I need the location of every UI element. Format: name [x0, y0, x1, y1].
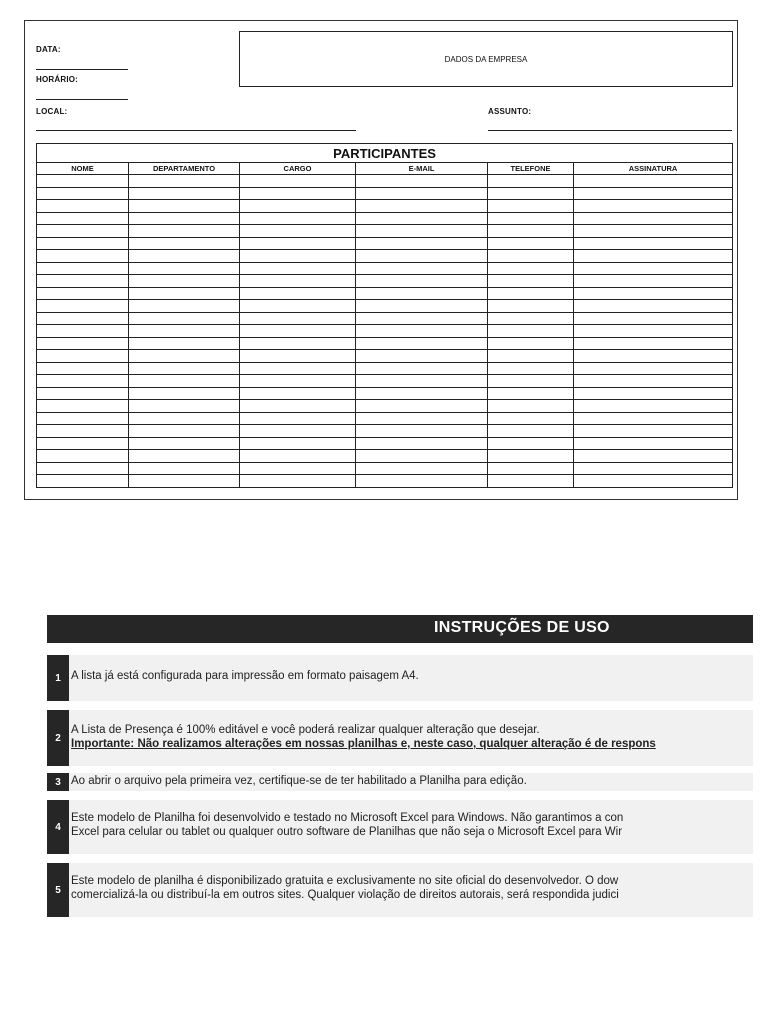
table-row	[37, 425, 733, 438]
instruction-item-1	[47, 655, 753, 701]
horario-field-line[interactable]	[36, 99, 128, 100]
table-cell[interactable]	[356, 375, 488, 388]
table-row	[37, 250, 733, 263]
table-row	[37, 237, 733, 250]
table-cell[interactable]	[240, 387, 356, 400]
instructions-panel	[47, 615, 753, 901]
table-cell[interactable]	[129, 237, 240, 250]
table-cell[interactable]	[488, 337, 574, 350]
table-cell[interactable]	[488, 400, 574, 413]
table-cell[interactable]	[574, 462, 733, 475]
table-cell[interactable]	[574, 250, 733, 263]
table-cell[interactable]	[356, 212, 488, 225]
table-cell[interactable]	[356, 262, 488, 275]
table-cell[interactable]	[574, 275, 733, 288]
instruction-item-3	[47, 773, 753, 791]
table-cell[interactable]	[574, 175, 733, 188]
table-row	[37, 175, 733, 188]
table-cell[interactable]	[356, 412, 488, 425]
table-cell[interactable]	[574, 475, 733, 488]
table-cell[interactable]	[37, 262, 129, 275]
table-cell[interactable]	[356, 462, 488, 475]
table-cell[interactable]	[37, 225, 129, 238]
instruction-number: 2	[47, 710, 69, 766]
table-cell[interactable]	[356, 337, 488, 350]
table-row	[37, 212, 733, 225]
table-cell[interactable]	[37, 350, 129, 363]
table-cell[interactable]	[37, 337, 129, 350]
table-cell[interactable]	[240, 450, 356, 463]
assunto-label: ASSUNTO:	[488, 107, 532, 116]
table-cell[interactable]	[37, 450, 129, 463]
table-cell[interactable]	[129, 475, 240, 488]
table-row	[37, 437, 733, 450]
table-cell[interactable]	[574, 362, 733, 375]
table-row	[37, 375, 733, 388]
table-row	[37, 187, 733, 200]
table-cell[interactable]	[488, 187, 574, 200]
table-cell[interactable]	[240, 475, 356, 488]
column-header-departamento: DEPARTAMENTO	[129, 163, 240, 175]
table-cell[interactable]	[37, 400, 129, 413]
table-cell[interactable]	[37, 250, 129, 263]
table-cell[interactable]	[356, 362, 488, 375]
instruction-item-5	[47, 863, 753, 917]
instruction-number: 1	[47, 655, 69, 701]
table-cell[interactable]	[488, 362, 574, 375]
table-cell[interactable]	[488, 262, 574, 275]
table-cell[interactable]	[129, 175, 240, 188]
table-cell[interactable]	[488, 375, 574, 388]
column-header-cargo: CARGO	[240, 163, 356, 175]
table-cell[interactable]	[37, 325, 129, 338]
table-cell[interactable]	[488, 250, 574, 263]
table-cell[interactable]	[240, 262, 356, 275]
table-cell[interactable]	[37, 175, 129, 188]
table-row	[37, 387, 733, 400]
table-cell[interactable]	[356, 350, 488, 363]
table-cell[interactable]	[488, 300, 574, 313]
table-cell[interactable]	[574, 450, 733, 463]
table-cell[interactable]	[240, 187, 356, 200]
table-cell[interactable]	[129, 337, 240, 350]
table-cell[interactable]	[240, 462, 356, 475]
table-cell[interactable]	[240, 362, 356, 375]
table-row	[37, 287, 733, 300]
table-cell[interactable]	[240, 312, 356, 325]
horario-label: HORÁRIO:	[36, 75, 79, 84]
table-cell[interactable]	[37, 375, 129, 388]
table-cell[interactable]	[488, 325, 574, 338]
table-cell[interactable]	[574, 412, 733, 425]
table-cell[interactable]	[240, 375, 356, 388]
table-cell[interactable]	[574, 300, 733, 313]
table-row	[37, 337, 733, 350]
table-cell[interactable]	[129, 425, 240, 438]
table-cell[interactable]	[129, 200, 240, 213]
table-cell[interactable]	[240, 412, 356, 425]
instruction-number: 5	[47, 863, 69, 917]
table-cell[interactable]	[129, 412, 240, 425]
table-cell[interactable]	[129, 375, 240, 388]
company-data-box[interactable]	[239, 31, 733, 87]
table-cell[interactable]	[488, 312, 574, 325]
table-cell[interactable]	[488, 212, 574, 225]
table-cell[interactable]	[37, 275, 129, 288]
table-cell[interactable]	[240, 400, 356, 413]
table-cell[interactable]	[574, 400, 733, 413]
table-row	[37, 400, 733, 413]
table-cell[interactable]	[488, 237, 574, 250]
table-cell[interactable]	[129, 262, 240, 275]
table-cell[interactable]	[37, 387, 129, 400]
table-row	[37, 300, 733, 313]
participants-body	[37, 175, 733, 488]
table-cell[interactable]	[574, 312, 733, 325]
table-row	[37, 450, 733, 463]
table-cell[interactable]	[37, 300, 129, 313]
table-cell[interactable]	[574, 237, 733, 250]
table-cell[interactable]	[240, 225, 356, 238]
table-row	[37, 325, 733, 338]
table-row	[37, 412, 733, 425]
table-cell[interactable]	[574, 437, 733, 450]
table-cell[interactable]	[240, 350, 356, 363]
table-cell[interactable]	[356, 312, 488, 325]
table-cell[interactable]	[240, 325, 356, 338]
table-cell[interactable]	[240, 437, 356, 450]
table-cell[interactable]	[356, 300, 488, 313]
table-row	[37, 262, 733, 275]
instruction-number: 4	[47, 800, 69, 854]
table-cell[interactable]	[488, 225, 574, 238]
table-row	[37, 350, 733, 363]
instruction-text: comercializá-la ou distribuí-la em outros sites. Qualquer violação de direitos autorais, será respondida judici	[71, 889, 619, 901]
table-cell[interactable]	[356, 250, 488, 263]
table-cell[interactable]	[37, 412, 129, 425]
participants-title: PARTICIPANTES	[37, 144, 733, 163]
table-cell[interactable]	[488, 275, 574, 288]
participants-table	[36, 143, 733, 488]
table-cell[interactable]	[129, 400, 240, 413]
table-cell[interactable]	[574, 187, 733, 200]
table-cell[interactable]	[488, 475, 574, 488]
table-cell[interactable]	[129, 250, 240, 263]
assunto-field-line[interactable]	[488, 130, 732, 131]
table-cell[interactable]	[574, 225, 733, 238]
table-cell[interactable]	[574, 425, 733, 438]
table-row	[37, 462, 733, 475]
table-cell[interactable]	[129, 212, 240, 225]
table-cell[interactable]	[574, 387, 733, 400]
table-cell[interactable]	[129, 387, 240, 400]
table-cell[interactable]	[356, 400, 488, 413]
table-cell[interactable]	[574, 287, 733, 300]
local-field-line[interactable]	[36, 130, 356, 131]
instruction-text: A Lista de Presença é 100% editável e você poderá realizar qualquer alteração que desejar.	[71, 724, 540, 736]
column-header-email: E-MAIL	[356, 163, 488, 175]
table-cell[interactable]	[240, 275, 356, 288]
table-cell[interactable]	[129, 437, 240, 450]
table-cell[interactable]	[129, 462, 240, 475]
table-cell[interactable]	[356, 175, 488, 188]
table-cell[interactable]	[37, 312, 129, 325]
table-row	[37, 225, 733, 238]
table-cell[interactable]	[37, 287, 129, 300]
data-field-line[interactable]	[36, 69, 128, 70]
instruction-text: Ao abrir o arquivo pela primeira vez, certifique-se de ter habilitado a Planilha para edição.	[71, 775, 527, 787]
table-cell[interactable]	[240, 250, 356, 263]
table-cell[interactable]	[488, 350, 574, 363]
table-row	[37, 312, 733, 325]
table-cell[interactable]	[240, 212, 356, 225]
table-cell[interactable]	[574, 212, 733, 225]
column-header-assinatura: ASSINATURA	[574, 163, 733, 175]
table-cell[interactable]	[37, 475, 129, 488]
table-cell[interactable]	[356, 287, 488, 300]
table-cell[interactable]	[356, 200, 488, 213]
table-cell[interactable]	[240, 287, 356, 300]
table-cell[interactable]	[37, 425, 129, 438]
table-cell[interactable]	[129, 225, 240, 238]
table-cell[interactable]	[574, 200, 733, 213]
table-cell[interactable]	[37, 362, 129, 375]
table-cell[interactable]	[129, 350, 240, 363]
table-cell[interactable]	[129, 450, 240, 463]
instruction-text: Excel para celular ou tablet ou qualquer outro software de Planilhas que não seja o Microsoft Excel para Wir	[71, 826, 623, 838]
table-cell[interactable]	[488, 450, 574, 463]
attendance-sheet	[24, 20, 738, 500]
instruction-text: A lista já está configurada para impressão em formato paisagem A4.	[71, 670, 419, 682]
table-cell[interactable]	[574, 350, 733, 363]
table-cell[interactable]	[37, 437, 129, 450]
instructions-title: INSTRUÇÕES DE USO	[434, 619, 610, 636]
table-cell[interactable]	[240, 300, 356, 313]
table-cell[interactable]	[488, 425, 574, 438]
table-cell[interactable]	[574, 325, 733, 338]
table-cell[interactable]	[129, 312, 240, 325]
table-cell[interactable]	[356, 225, 488, 238]
table-cell[interactable]	[37, 237, 129, 250]
table-cell[interactable]	[129, 325, 240, 338]
table-cell[interactable]	[240, 237, 356, 250]
table-cell[interactable]	[356, 437, 488, 450]
table-cell[interactable]	[129, 187, 240, 200]
instruction-number: 3	[47, 773, 69, 791]
table-cell[interactable]	[356, 275, 488, 288]
instruction-text: Este modelo de planilha é disponibilizado gratuita e exclusivamente no site oficial do desenvolvedor. O dow	[71, 875, 619, 887]
table-cell[interactable]	[574, 262, 733, 275]
table-cell[interactable]	[129, 275, 240, 288]
table-cell[interactable]	[356, 475, 488, 488]
table-cell[interactable]	[356, 237, 488, 250]
table-cell[interactable]	[356, 187, 488, 200]
table-cell[interactable]	[574, 375, 733, 388]
table-cell[interactable]	[488, 412, 574, 425]
column-header-telefone: TELEFONE	[488, 163, 574, 175]
table-cell[interactable]	[37, 187, 129, 200]
table-cell[interactable]	[240, 425, 356, 438]
company-box-label: DADOS DA EMPRESA	[444, 54, 528, 64]
table-cell[interactable]	[574, 337, 733, 350]
table-cell[interactable]	[240, 337, 356, 350]
local-label: LOCAL:	[36, 107, 68, 116]
table-row	[37, 275, 733, 288]
table-cell[interactable]	[488, 200, 574, 213]
instructions-header	[47, 615, 753, 643]
table-cell[interactable]	[129, 300, 240, 313]
table-row	[37, 362, 733, 375]
table-cell[interactable]	[356, 425, 488, 438]
table-cell[interactable]	[488, 437, 574, 450]
instruction-important-text: Importante: Não realizamos alterações em nossas planilhas e, neste caso, qualquer alteração é de respons	[71, 738, 656, 750]
table-cell[interactable]	[37, 200, 129, 213]
table-cell[interactable]	[488, 175, 574, 188]
table-cell[interactable]	[129, 287, 240, 300]
table-cell[interactable]	[488, 387, 574, 400]
table-cell[interactable]	[356, 325, 488, 338]
instruction-item-4	[47, 800, 753, 854]
instruction-item-2	[47, 710, 753, 766]
table-cell[interactable]	[240, 200, 356, 213]
table-cell[interactable]	[488, 462, 574, 475]
instruction-text: Este modelo de Planilha foi desenvolvido e testado no Microsoft Excel para Windows. Não garantimos a con	[71, 812, 624, 824]
column-header-nome: NOME	[37, 163, 129, 175]
table-row	[37, 475, 733, 488]
table-row	[37, 200, 733, 213]
table-cell[interactable]	[488, 287, 574, 300]
table-cell[interactable]	[240, 175, 356, 188]
table-cell[interactable]	[37, 462, 129, 475]
data-label: DATA:	[36, 45, 61, 54]
table-cell[interactable]	[356, 450, 488, 463]
table-cell[interactable]	[129, 362, 240, 375]
table-cell[interactable]	[37, 212, 129, 225]
table-cell[interactable]	[356, 387, 488, 400]
